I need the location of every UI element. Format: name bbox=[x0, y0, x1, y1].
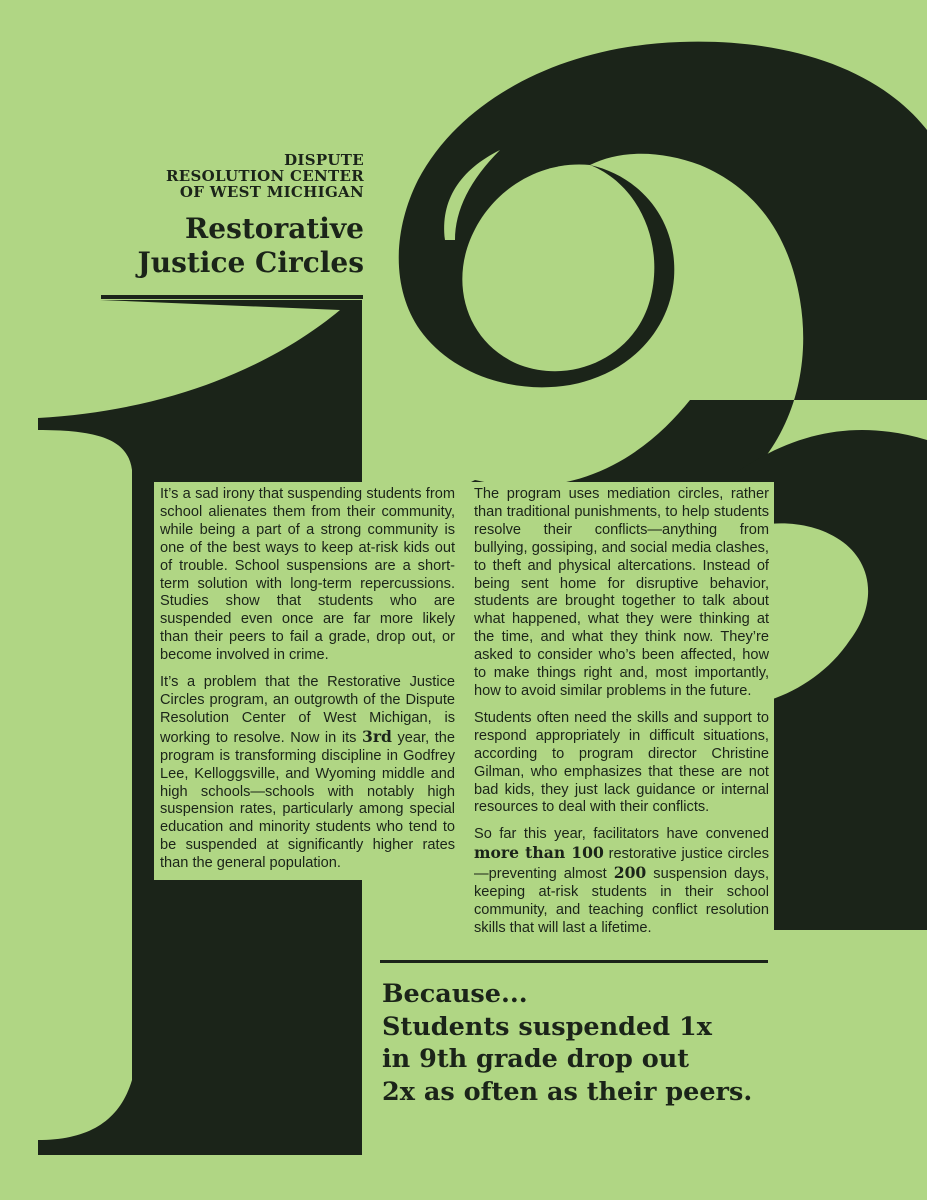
left-text-column bbox=[160, 486, 455, 882]
left-paragraph-1: It’s a sad irony that suspending students from school alienates them from their community, while being a part of a strong community is one of the best ways to keep at-risk kids out of trouble. School suspensions are a short-term solution with long-term repercussions. Studies show that students who are suspended even once are far more likely than their peers to fail a grade, drop out, or become involved in crime. bbox=[160, 486, 455, 664]
right-paragraph-3-text-a: So far this year, facilitators have convened bbox=[474, 826, 769, 843]
right-text-column bbox=[474, 486, 769, 947]
statistic-line-2: Students suspended 1x bbox=[382, 1011, 712, 1042]
statistic-line-1: Because... bbox=[382, 979, 528, 1009]
right-paragraph-1: The program uses mediation circles, rather than traditional punishments, to help students resolve their conflicts—anything from bullying, gossiping, and social media clashes, to theft and physical altercations. Instead of being sent home for disruptive behavior, students are brought together to talk about what happened, what they were thinking at the time, and what they think now. They’re asked to consider who’s been affected, how to make things right and, most importantly, how to avoid similar problems in the future. bbox=[474, 486, 769, 699]
right-paragraph-3-text-b: restorative justice circles—preventing almost bbox=[474, 846, 769, 883]
key-statistic bbox=[382, 978, 902, 1108]
program-year-highlight: 3rd bbox=[361, 726, 392, 746]
statistic-line-3: in 9th grade drop out bbox=[382, 1044, 690, 1074]
page-title: Restorative Justice Circles bbox=[137, 212, 364, 279]
left-paragraph-2-text-a: It’s a problem that the Restorative Justice Circles program, an outgrowth of the Dispute Resolution Center of West Michigan, is working to resolve. Now in its bbox=[160, 674, 455, 746]
title-divider bbox=[101, 295, 363, 299]
left-paragraph-2-text-b: year, the program is transforming discipline in Godfrey Lee, Kelloggsville, and Wyoming middle and high schools—schools with notably high suspension rates, particularly among special education and minority students who tend to be suspended at significantly higher rates than the general population. bbox=[160, 729, 455, 872]
left-paragraph-2 bbox=[160, 674, 455, 873]
right-paragraph-2: Students often need the skills and support to respond appropriately in difficult situations, according to program director Christine Gilman, who emphasizes that these are not bad kids, they just lack guidance or internal resources to deal with their conflicts. bbox=[474, 709, 769, 816]
circles-count-highlight: more than 100 bbox=[474, 843, 604, 863]
right-paragraph-3 bbox=[474, 826, 769, 937]
right-paragraph-3-text-c: suspension days, keeping at-risk students in their school community, and teaching conflict resolution skills that will last a lifetime. bbox=[474, 866, 770, 936]
statistic-line-4: 2x as often as their peers. bbox=[382, 1076, 753, 1107]
statistic-divider bbox=[380, 960, 768, 963]
suspension-days-highlight: 200 bbox=[613, 863, 647, 883]
organization-name: DISPUTE RESOLUTION CENTER OF WEST MICHIGAN bbox=[165, 151, 364, 201]
